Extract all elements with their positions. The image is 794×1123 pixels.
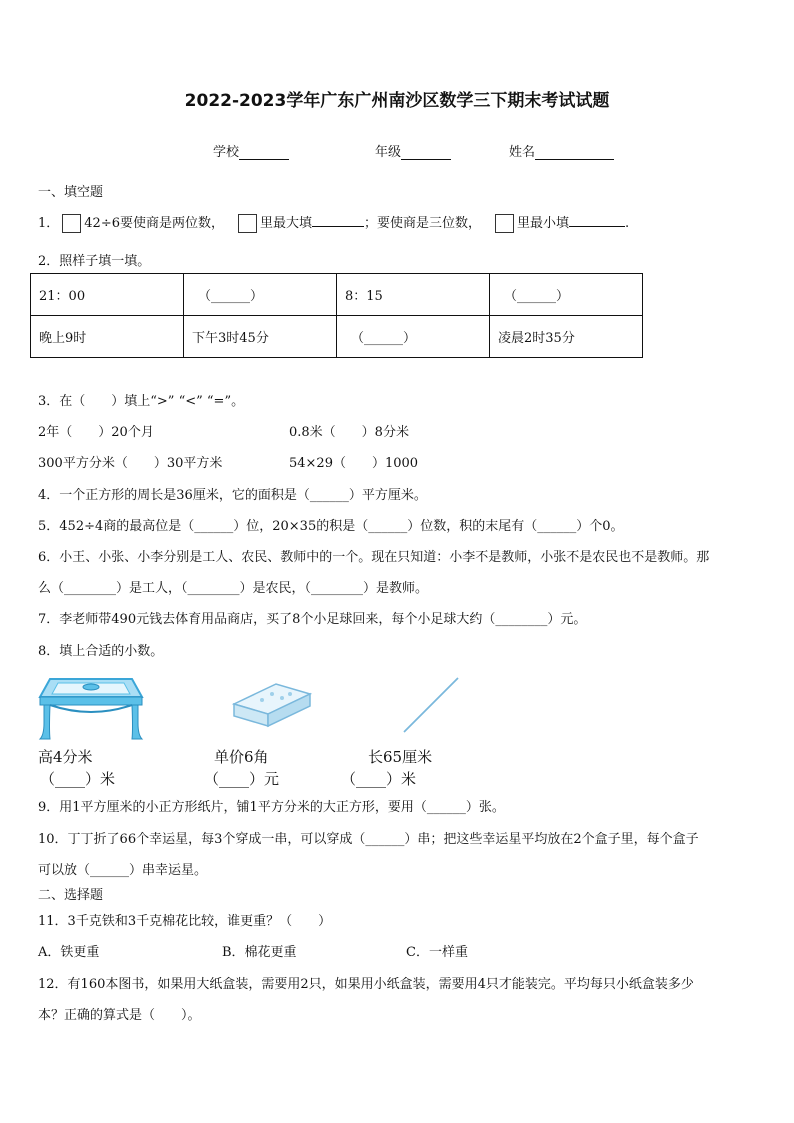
q3-item-b[interactable]: 0.8米（ ）8分米 (289, 425, 409, 440)
q3-item-c[interactable]: 300平方分米（ ）30平方米 (38, 456, 223, 471)
table-picture (36, 675, 146, 745)
question-7: 7．李老师带490元钱去体育用品商店，买了8个小足球回来，每个小足球大约（________）元。 (38, 612, 587, 627)
q1-box-3[interactable] (495, 214, 514, 233)
q8-label-1: 高4分米 (38, 748, 93, 766)
table-row (31, 316, 643, 358)
table-cell: 晚上9时 (31, 316, 184, 358)
table-cell[interactable]: （______） (337, 316, 490, 358)
q1-blank-1[interactable] (312, 214, 364, 227)
q11-option-a[interactable]: A．铁更重 (38, 945, 100, 960)
q3-item-a[interactable]: 2年（ ）20个月 (38, 425, 154, 440)
q3-item-d[interactable]: 54×29（ ）1000 (289, 456, 419, 471)
question-10-line-2: 可以放（______）串幸运星。 (38, 863, 208, 878)
question-8: 8．填上合适的小数。 (38, 644, 164, 659)
section-fill-blank: 一、填空题 (38, 185, 104, 200)
q1-number: 1． (38, 216, 60, 231)
question-3: 3．在（ ）填上“>” “<” “=”。 (38, 394, 245, 409)
q1-box-1[interactable] (62, 214, 81, 233)
table-cell[interactable]: （______） (490, 274, 643, 316)
q1-text-1: 42÷6要使商是两位数， (84, 216, 224, 231)
school-label: 学校 (213, 145, 240, 160)
page-title: 2022-2023学年广东广州南沙区数学三下期末考试试题 (184, 91, 610, 111)
q8-answer-3[interactable]: （____）米 (341, 770, 417, 788)
q11-option-c[interactable]: C．一样重 (406, 945, 468, 960)
school-blank[interactable] (239, 145, 289, 160)
stick-picture (398, 676, 462, 734)
question-6-line-1: 6．小王、小张、小李分别是工人、农民、教师中的一个。现在只知道：小李不是教师，小张不是农民也不是教师。那 (38, 550, 710, 565)
question-12-line-1: 12．有160本图书，如果用大纸盒装，需要用2只，如果用小纸盒装，需要用4只才能装完。平均每只小纸盒装多少 (38, 977, 694, 992)
section-choice: 二、选择题 (38, 888, 104, 903)
q8-label-3: 长65厘米 (368, 748, 433, 766)
table-cell: 凌晨2时35分 (490, 316, 643, 358)
question-1 (38, 212, 629, 233)
grade-field[interactable] (375, 141, 451, 160)
table-cell: 下午3时45分 (184, 316, 337, 358)
time-table (30, 273, 643, 358)
name-blank[interactable] (535, 145, 614, 160)
name-label: 姓名 (509, 145, 536, 160)
q8-answer-2[interactable]: （____）元 (204, 770, 280, 788)
q8-answer-1[interactable]: （____）米 (40, 770, 116, 788)
question-2: 2．照样子填一填。 (38, 254, 151, 269)
question-10-line-1: 10．丁丁折了66个幸运星，每3个穿成一串，可以穿成（______）串；把这些幸运星平均放在2个盒子里，每个盒子 (38, 832, 699, 847)
question-6-line-2: 么（________）是工人，（________）是农民，（________）是教师。 (38, 581, 429, 596)
question-4: 4．一个正方形的周长是36厘米，它的面积是（______）平方厘米。 (38, 488, 427, 503)
question-9: 9．用1平方厘米的小正方形纸片，铺1平方分米的大正方形，要用（______）张。 (38, 800, 505, 815)
name-field[interactable] (509, 141, 614, 160)
q1-text-2: 里最大填 (260, 216, 313, 231)
grade-blank[interactable] (401, 145, 451, 160)
q1-text-4: 里最小填 (517, 216, 570, 231)
table-cell: 21：00 (31, 274, 184, 316)
table-row (31, 274, 643, 316)
q1-text-3: ；要使商是三位数， (364, 216, 482, 231)
table-cell: 8：15 (337, 274, 490, 316)
q1-text-5: . (625, 216, 630, 231)
q11-option-b[interactable]: B．棉花更重 (222, 945, 297, 960)
eraser-picture (232, 680, 312, 730)
grade-label: 年级 (375, 145, 402, 160)
q1-box-2[interactable] (238, 214, 257, 233)
q8-label-2: 单价6角 (214, 748, 269, 766)
question-11: 11．3千克铁和3千克棉花比较，谁更重？（ ） (38, 914, 332, 929)
school-field[interactable] (213, 141, 289, 160)
question-12-line-2: 本？正确的算式是（ ）。 (38, 1008, 201, 1023)
question-5: 5．452÷4商的最高位是（______）位，20×35的积是（______）位数，积的末尾有（______）个0。 (38, 519, 624, 534)
q1-blank-2[interactable] (569, 214, 625, 227)
table-cell[interactable]: （______） (184, 274, 337, 316)
